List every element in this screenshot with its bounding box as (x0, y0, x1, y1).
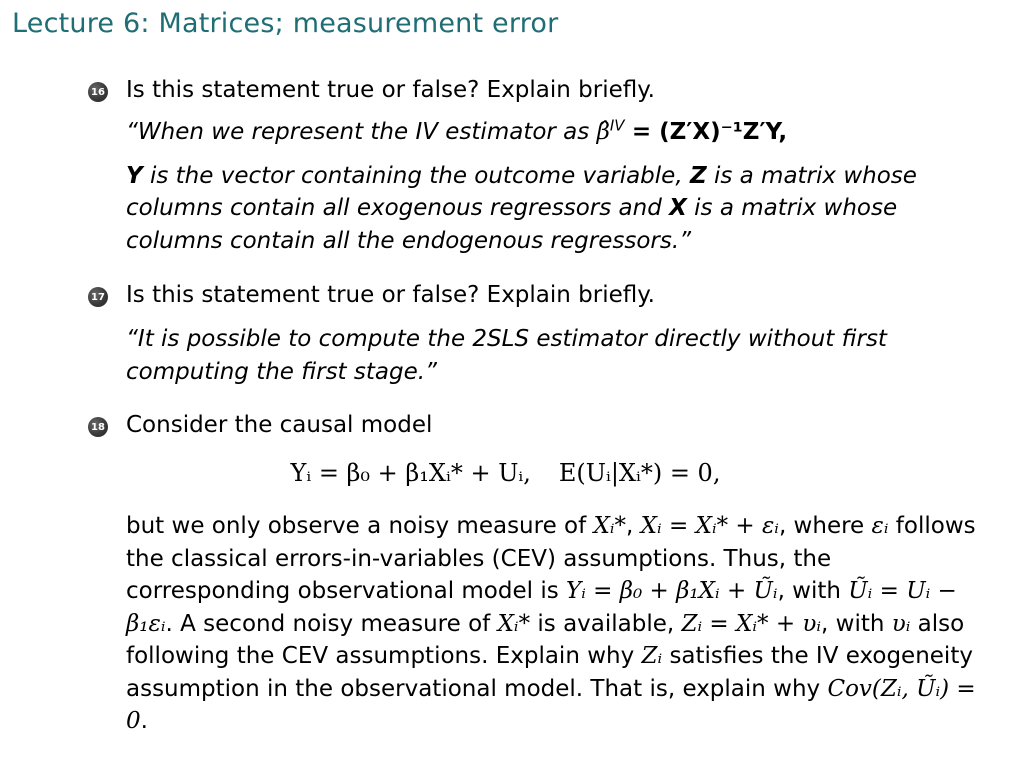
text-run: but we only observe a noisy measure of (126, 513, 594, 539)
text-run: , with (777, 578, 849, 604)
text-run: , with (821, 610, 892, 637)
slide-title: Lecture 6: Matrices; measurement error (12, 8, 559, 39)
math-run: Xᵢ* (497, 610, 531, 637)
item-16-lead: Is this statement true or false? Explain briefly. (126, 77, 655, 103)
math-run: Ũᵢ = Uᵢ − β₁εᵢ (126, 578, 957, 637)
y-vector-symbol: Y (126, 162, 143, 189)
item-17-lead: Is this statement true or false? Explain briefly. (126, 282, 655, 308)
item-number-badge: 16 (88, 82, 108, 102)
quote-text-b: is a matrix whose columns contain all exogenous regressors and (126, 162, 917, 221)
item-number-badge: 17 (88, 287, 108, 307)
item-18-paragraph (126, 510, 996, 738)
item-16-quote-line1 (126, 116, 996, 149)
math-run: Xᵢ = Xᵢ* + εᵢ (640, 513, 779, 539)
z-matrix-symbol: Z (689, 162, 707, 189)
math-run: υᵢ (891, 610, 911, 637)
text-run: is available, (530, 610, 682, 637)
quote-open-text: “When we represent the IV estimator as (126, 119, 597, 145)
item-16-quote-body (126, 160, 996, 258)
math-run: Zᵢ (641, 643, 663, 669)
equation-left: Yᵢ = β₀ + β₁Xᵢ* + Uᵢ, (290, 459, 531, 487)
text-run: follows the classical errors-in-variables (CEV) assumptions. Thus, the corresponding observational model is (126, 513, 976, 604)
math-run: Cov(Zᵢ, Ũᵢ) = 0 (126, 675, 976, 734)
item-16-quote (126, 116, 996, 257)
equation-right: E(Uᵢ|Xᵢ*) = 0, (558, 459, 721, 487)
beta-hat: β̂ (596, 119, 610, 145)
text-run: . (140, 708, 148, 734)
text-run: , (626, 513, 641, 539)
quote-text-a: is the vector containing the outcome variable, (142, 162, 690, 189)
x-matrix-symbol: X (669, 195, 687, 221)
text-run: , where (778, 513, 872, 539)
math-run: εᵢ (871, 513, 889, 539)
math-run: Zᵢ = Xᵢ* + υᵢ (681, 610, 822, 637)
beta-superscript: IV (609, 116, 625, 135)
item-17-quote: “It is possible to compute the 2SLS estimator directly without first computing the first stage.” (126, 326, 887, 385)
iv-formula-rhs: = (Z′X)⁻¹Z′Y, (631, 119, 788, 145)
math-run: Xᵢ* (593, 513, 627, 539)
quote-text-c: is a matrix whose columns contain all the endogenous regressors.” (126, 195, 898, 254)
text-run: . A second noisy measure of (165, 610, 498, 637)
math-run: Yᵢ = β₀ + β₁Xᵢ + Ũᵢ (566, 578, 778, 604)
causal-model-equation (0, 459, 1011, 487)
text-run: satisfies the IV exogeneity assumption in the observational model. That is, explain why (126, 643, 973, 702)
text-run: also following the CEV assumptions. Explain why (126, 610, 965, 669)
item-18-lead: Consider the causal model (126, 412, 433, 438)
item-number-badge: 18 (88, 417, 108, 437)
